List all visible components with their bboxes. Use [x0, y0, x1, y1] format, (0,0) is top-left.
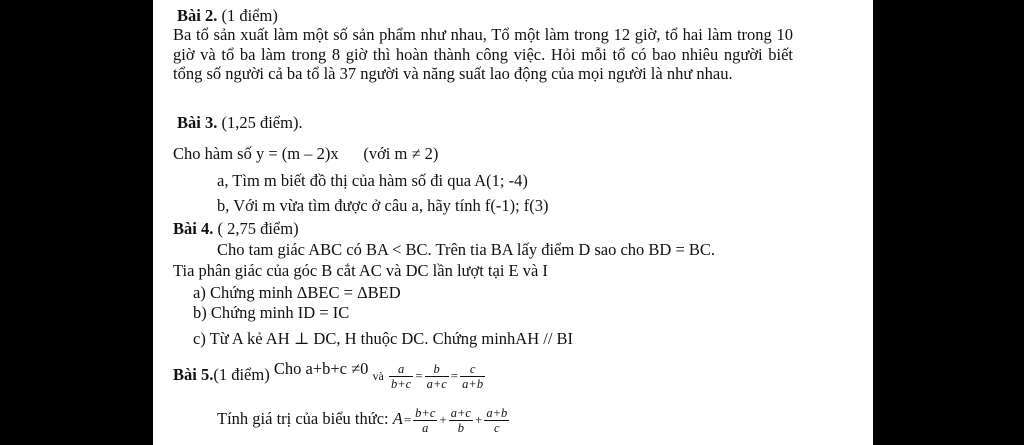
bai5-condition-line: [173, 354, 486, 398]
bai5-title: Bài 5.: [173, 365, 214, 384]
equals-sign: =: [450, 368, 459, 383]
bai4-line2: Tia phân giác của góc B cắt AC và DC lần lượt tại E và I: [173, 261, 548, 280]
bai2-heading: [177, 6, 278, 26]
equals-sign: =: [415, 368, 423, 383]
bai4-heading: [173, 219, 299, 239]
bai5-points: (1 điểm): [213, 365, 270, 384]
expression-A: A: [392, 409, 403, 428]
bai3-part-b: b, Với m vừa tìm được ở câu a, hãy tính f(-1); f(3): [217, 196, 549, 215]
frac2-numerator: b: [425, 362, 449, 377]
bai4-points: ( 2,75 điểm): [213, 219, 299, 238]
frac1-denominator: b+c: [390, 376, 412, 391]
bai2-points: (1 điểm): [217, 6, 278, 25]
document-page: [153, 0, 873, 445]
bai3-intro: Cho hàm số y = (m – 2)x (với m ≠ 2): [173, 144, 439, 163]
frac3-numerator: c: [460, 362, 485, 377]
g3-numerator: a+b: [486, 405, 508, 420]
bai5-expression-line: [217, 398, 510, 442]
bai4-title: Bài 4.: [173, 219, 214, 238]
frac3-denominator: a+b: [462, 376, 484, 391]
fraction-ac-over-b: [449, 406, 473, 435]
bai3-title: Bài 3.: [177, 113, 218, 132]
bai4-part-b: b) Chứng minh ID = IC: [193, 303, 350, 322]
bai3-part-a: a, Tìm m biết đồ thị của hàm số đi qua A(1; -4): [217, 171, 528, 190]
bai3-points: (1,25 điểm).: [217, 113, 303, 132]
fraction-c-over-ab: [460, 362, 485, 391]
bai5-value-label: Tính giá trị của biểu thức:: [217, 409, 389, 428]
frac2-denominator: a+c: [426, 376, 447, 391]
g1-denominator: a: [422, 420, 429, 435]
fraction-bc-over-a: [413, 406, 437, 435]
bai4-part-c: c) Từ A kẻ AH ⊥ DC, H thuộc DC. Chứng minhAH // BI: [193, 329, 574, 348]
bai2-title: Bài 2.: [177, 6, 218, 25]
bai5-and: và: [372, 369, 384, 383]
fraction-ab-over-c: [484, 406, 509, 435]
g1-numerator: b+c: [415, 405, 436, 420]
g2-numerator: a+c: [450, 405, 471, 420]
bai4-line1: Cho tam giác ABC có BA < BC. Trên tia BA lấy điểm D sao cho BD = BC.: [217, 240, 716, 259]
fraction-a-over-bc: [389, 362, 413, 391]
g2-denominator: b: [457, 420, 464, 435]
fraction-b-over-ac: [425, 362, 449, 391]
plus-sign: +: [474, 412, 483, 427]
g3-denominator: c: [494, 420, 500, 435]
bai2-paragraph: Ba tổ sản xuất làm một số sản phẩm như nhau, Tổ một làm trong 12 giờ, tổ hai làm trong 10 giờ và tổ ba làm trong 8 giờ thì hoàn thành công việc. Hỏi mỗi tổ có bao nhiêu người biết tổng số người cả ba tổ là 37 người và năng suất lao động của mọi người là như nhau.: [173, 25, 793, 83]
bai3-heading: [177, 113, 303, 133]
equals-sign: =: [403, 412, 412, 427]
plus-sign: +: [439, 412, 447, 427]
frac1-numerator: a: [389, 362, 413, 377]
bai5-condition: Cho a+b+c ≠0: [273, 359, 369, 378]
bai4-part-a: a) Chứng minh ΔBEC = ΔBED: [193, 283, 401, 302]
